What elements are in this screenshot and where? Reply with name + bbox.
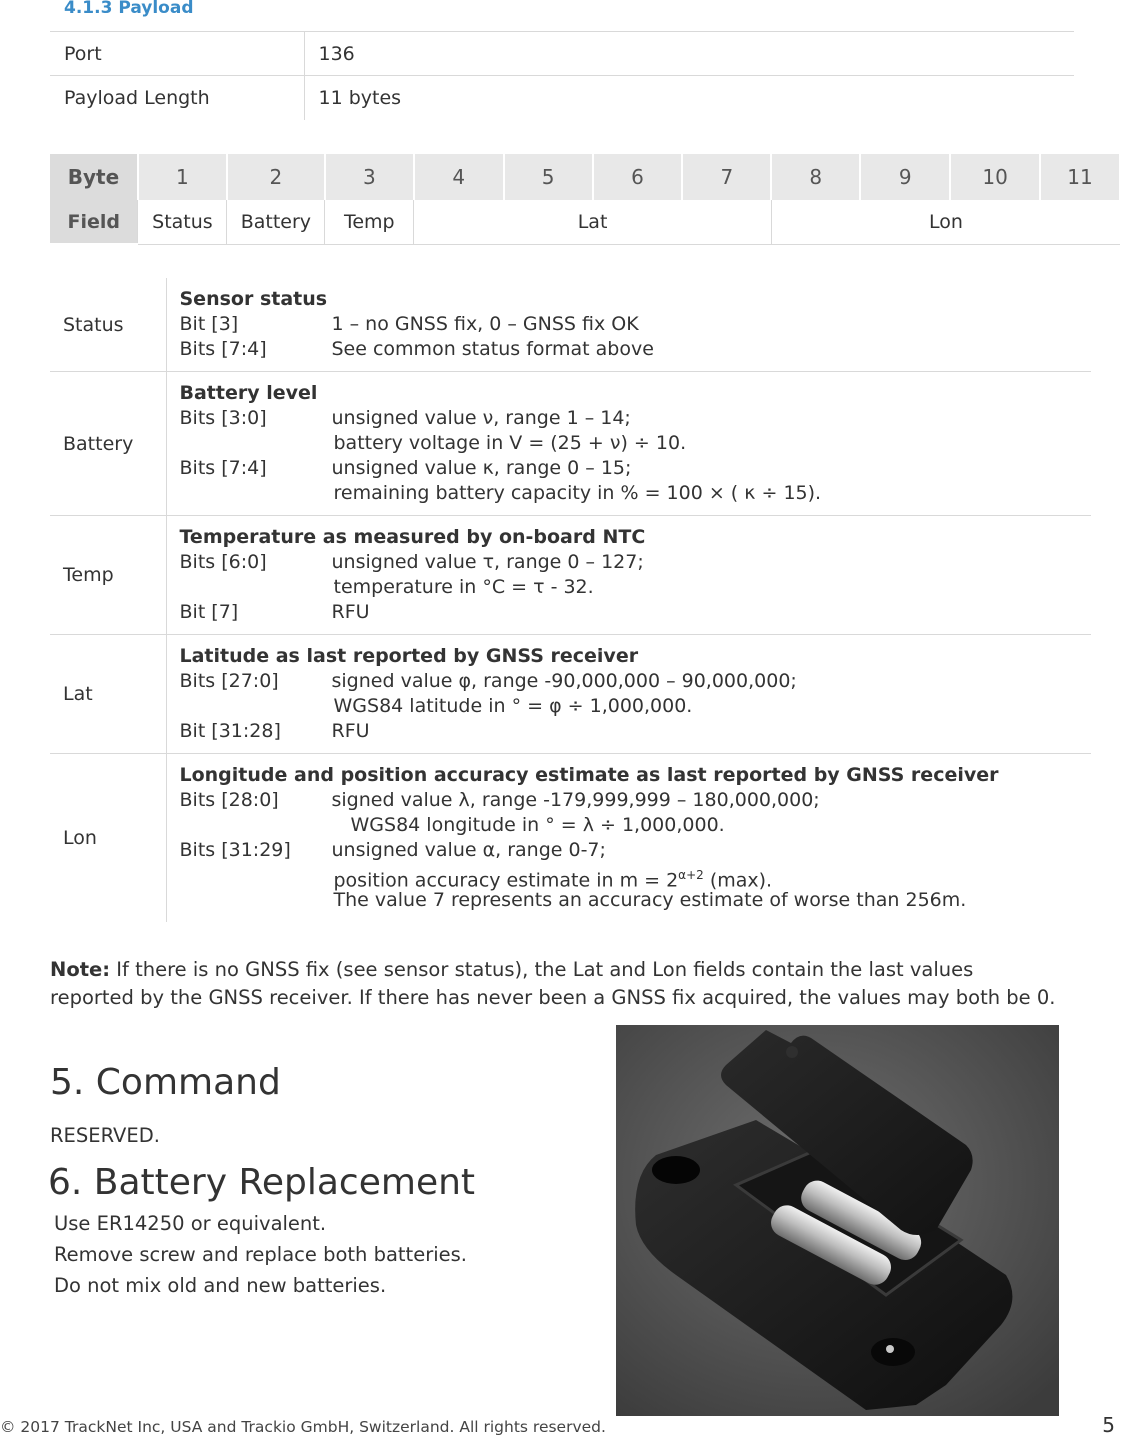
byte-cell: 4 [414,154,504,200]
gnss-note [50,956,1060,1012]
bit-range: Bits [27:0] [179,670,279,692]
field-name: Lat [50,635,166,754]
accuracy-suffix: (max). [703,869,773,892]
field-name: Status [50,278,166,372]
field-row [50,200,1120,244]
field-description [166,516,1091,635]
payload-length-label: Payload Length [50,76,304,120]
bit-line [180,575,1092,600]
field-cell-lon: Lon [771,200,1120,244]
bit-line [180,456,1092,481]
field-description [166,372,1091,516]
field-name: Temp [50,516,166,635]
bit-line [180,888,1092,913]
field-title: Temperature as measured by on-board NTC [179,526,646,548]
table-row [50,754,1091,923]
field-cell-battery: Battery [227,200,325,244]
bit-meaning: unsigned value α, range 0-7; [331,839,606,861]
bit-line [180,600,1092,625]
field-name: Lon [50,754,166,923]
bit-line [180,694,1092,719]
bit-range: Bits [6:0] [179,551,267,573]
bit-line [180,863,1092,892]
field-cell-status: Status [138,200,227,244]
bit-range: Bits [31:29] [179,839,291,861]
table-row [50,372,1091,516]
accuracy-exponent: α+2 [678,868,704,882]
bit-line [180,669,1092,694]
byte-layout-table [50,154,1121,245]
byte-cell: 8 [771,154,860,200]
bit-line [180,312,1092,337]
port-value: 136 [304,32,1074,76]
bit-line [180,337,1092,362]
byte-cell: 3 [325,154,414,200]
bit-meaning: WGS84 latitude in ° = φ ÷ 1,000,000. [333,695,693,717]
byte-header: Byte [50,154,138,200]
byte-row [50,154,1120,200]
bit-meaning: battery voltage in V = (25 + ν) ÷ 10. [333,432,687,454]
field-description [166,278,1091,372]
bit-range: Bit [31:28] [179,720,281,742]
bit-line [180,481,1092,506]
field-title: Latitude as last reported by GNSS receiver [179,645,639,667]
field-description [166,754,1091,923]
bit-meaning: remaining battery capacity in % = 100 × ( κ ÷ 15). [333,482,822,504]
bit-range: Bits [7:4] [179,457,267,479]
page-number: 5 [1102,1413,1115,1437]
byte-cell: 9 [860,154,950,200]
table-row [50,32,1074,76]
field-description-table [50,278,1091,922]
table-row [50,516,1091,635]
device-photo [616,1025,1059,1416]
bit-line [180,550,1092,575]
command-text: RESERVED. [50,1124,160,1147]
bit-line [180,431,1092,456]
bit-meaning: signed value λ, range -179,999,999 – 180,000,000; [331,789,820,811]
copyright-footer: © 2017 TrackNet Inc, USA and Trackio GmbH, Switzerland. All rights reserved. [0,1418,606,1436]
battery-instruction: Do not mix old and new batteries. [54,1274,387,1297]
bit-meaning: RFU [331,601,370,623]
bit-meaning: unsigned value τ, range 0 – 127; [331,551,644,573]
field-title: Sensor status [179,288,328,310]
bit-meaning: unsigned value κ, range 0 – 15; [331,457,632,479]
byte-cell: 11 [1040,154,1120,200]
byte-cell: 2 [227,154,325,200]
battery-replacement-heading: 6. Battery Replacement [48,1162,476,1203]
byte-cell: 7 [682,154,771,200]
port-label: Port [50,32,304,76]
bit-meaning: WGS84 longitude in ° = λ ÷ 1,000,000. [350,814,725,836]
bit-meaning: See common status format above [331,338,654,360]
note-label: Note: [50,958,111,981]
bit-range: Bit [7] [179,601,239,623]
command-heading: 5. Command [50,1062,281,1103]
payload-length-value: 11 bytes [304,76,1074,120]
byte-cell: 1 [138,154,227,200]
table-row [50,635,1091,754]
section-heading: 4.1.3 Payload [64,0,194,18]
bit-range: Bits [7:4] [179,338,267,360]
bit-line [180,406,1092,431]
bit-meaning: unsigned value ν, range 1 – 14; [331,407,631,429]
field-cell-lat: Lat [414,200,772,244]
table-row [50,76,1074,120]
bit-range: Bit [3] [179,313,239,335]
field-title: Longitude and position accuracy estimate as last reported by GNSS receiver [179,764,999,786]
bit-meaning: The value 7 represents an accuracy estimate of worse than 256m. [333,889,967,911]
byte-cell: 6 [593,154,683,200]
note-text: If there is no GNSS fix (see sensor status), the Lat and Lon fields contain the last values reported by the GNSS receiver. If there has never been a GNSS fix acquired, the values may both be 0. [50,958,1056,1009]
bit-meaning: temperature in °C = τ - 32. [333,576,594,598]
field-cell-temp: Temp [325,200,414,244]
field-title: Battery level [179,382,318,404]
bit-line [180,719,1092,744]
bit-range: Bits [28:0] [179,789,279,811]
accuracy-formula: position accuracy estimate in m = 2 [333,869,679,892]
field-name: Battery [50,372,166,516]
bit-range: Bits [3:0] [179,407,267,429]
bit-meaning: 1 – no GNSS fix, 0 – GNSS fix OK [331,313,639,335]
bit-line [180,813,1092,838]
table-row [50,278,1091,372]
battery-instructions [54,1208,467,1301]
byte-cell: 10 [950,154,1040,200]
byte-cell: 5 [504,154,593,200]
field-description [166,635,1091,754]
battery-instruction: Use ER14250 or equivalent. [54,1212,327,1235]
bit-line [180,838,1092,863]
bit-meaning: signed value φ, range -90,000,000 – 90,000,000; [331,670,797,692]
payload-info-table [50,31,1074,120]
field-header: Field [50,200,138,244]
bit-line [180,788,1092,813]
battery-instruction: Remove screw and replace both batteries. [54,1243,467,1266]
bit-meaning: RFU [331,720,370,742]
